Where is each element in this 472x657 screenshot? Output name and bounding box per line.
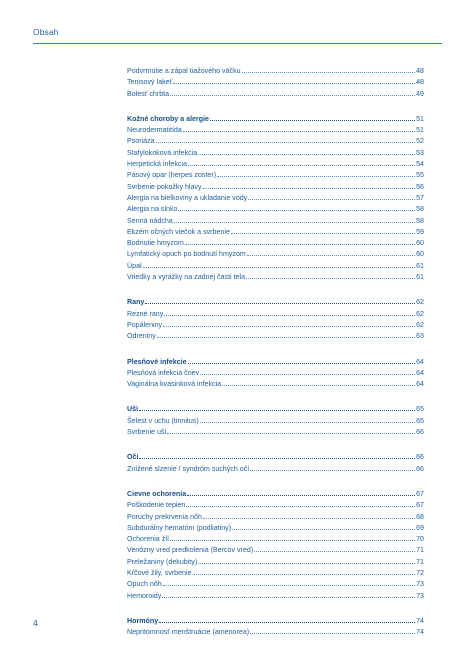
toc-entry-label: Odreniny — [127, 332, 156, 341]
toc-entry-label: Opuch nôh — [127, 580, 162, 589]
toc-entry-label: Znížené slzenie / syndróm suchých očí — [127, 464, 250, 473]
dot-leader — [163, 578, 415, 586]
toc-entry-label: Senná nádcha — [127, 216, 173, 225]
dot-leader — [159, 615, 415, 623]
toc-heading-label: Oči — [127, 453, 139, 462]
toc-entry[interactable] — [127, 330, 424, 341]
toc-page-number: 55 — [416, 171, 424, 180]
toc-heading-label: Hormóny — [127, 616, 159, 625]
toc-entry-label: Ochorenia žíl — [127, 535, 169, 544]
toc-entry-label: Podvrtnutie a zápal tiažového väčku — [127, 67, 241, 75]
toc-entry-label: Alergia na slnko — [127, 205, 178, 214]
toc-page-number: 60 — [416, 250, 424, 259]
dot-leader — [173, 76, 415, 84]
toc-section-heading[interactable] — [127, 403, 424, 414]
dot-leader — [170, 533, 415, 541]
dot-leader — [222, 378, 415, 386]
toc-entry[interactable] — [127, 169, 424, 180]
toc-entry-label: Subdurálny hematóm (podliatiny) — [127, 523, 232, 532]
dot-leader — [164, 308, 415, 316]
toc-page-number: 71 — [416, 557, 424, 566]
toc-entry[interactable] — [127, 158, 424, 169]
toc-section — [127, 65, 424, 99]
toc-entry-label: Svrbenie pokožky hlavy — [127, 182, 202, 191]
toc-page-number: 66 — [416, 428, 424, 437]
toc-entry-label: Šelest v uchu (tinnitus) — [127, 416, 199, 425]
toc-entry[interactable] — [127, 522, 424, 533]
toc-entry[interactable] — [127, 181, 424, 192]
toc-page-number: 64 — [416, 368, 424, 377]
page-header-title: Obsah — [33, 27, 59, 37]
dot-leader — [250, 626, 415, 634]
toc-heading-label: Rany — [127, 298, 145, 307]
toc-page-number: 64 — [416, 357, 424, 366]
toc-page-number: 68 — [416, 512, 424, 521]
dot-leader — [186, 499, 415, 507]
toc-entry[interactable] — [127, 511, 424, 522]
toc-entry[interactable] — [127, 124, 424, 135]
dot-leader — [145, 296, 415, 304]
toc-entry[interactable] — [127, 76, 424, 87]
toc-entry[interactable] — [127, 626, 424, 637]
toc-entry-label: Venózny vred predkolenia (Bercov vred) — [127, 546, 254, 555]
toc-page-number: 74 — [416, 616, 424, 625]
dot-leader — [188, 356, 416, 364]
toc-page-number: 66 — [416, 453, 424, 462]
toc-entry-label: Bolesť chrbta — [127, 89, 170, 98]
toc-heading-label: Cievne ochorenia — [127, 489, 187, 498]
toc-page-number: 52 — [416, 137, 424, 146]
toc-section — [127, 488, 424, 601]
toc-entry[interactable] — [127, 147, 424, 158]
dot-leader — [183, 124, 415, 132]
toc-section-heading[interactable] — [127, 113, 424, 124]
toc-entry-label: Preležaniny (dekubity) — [127, 557, 198, 566]
toc-page-number: 60 — [416, 239, 424, 248]
toc-page-number: 67 — [416, 489, 424, 498]
dot-leader — [242, 65, 416, 73]
toc-page-number: 73 — [416, 580, 424, 589]
toc-section — [127, 113, 424, 282]
toc-entry[interactable] — [127, 308, 424, 319]
toc-entry[interactable] — [127, 203, 424, 214]
header-divider — [33, 43, 442, 44]
page-number: 4 — [33, 618, 38, 628]
toc-page-number: 56 — [416, 182, 424, 191]
toc-page-number: 48 — [416, 67, 424, 75]
toc-entry[interactable] — [127, 192, 424, 203]
toc-page-number: 49 — [416, 89, 424, 98]
toc-entry[interactable] — [127, 260, 424, 271]
toc-entry[interactable] — [127, 426, 424, 437]
toc-entry-label: Bodnutie hmyzom — [127, 239, 184, 248]
dot-leader — [203, 181, 416, 189]
toc-entry[interactable] — [127, 367, 424, 378]
toc-page-number: 48 — [416, 78, 424, 87]
dot-leader — [167, 426, 415, 434]
toc-entry-label: Nepritomnosť menštruácie (amenorea) — [127, 628, 250, 637]
toc-section — [127, 451, 424, 474]
toc-page-number: 66 — [416, 464, 424, 473]
toc-section — [127, 615, 424, 638]
dot-leader — [143, 260, 416, 268]
toc-entry[interactable] — [127, 556, 424, 567]
dot-leader — [188, 158, 415, 166]
toc-page-number: 61 — [416, 273, 424, 282]
dot-leader — [248, 192, 415, 200]
toc-page-number: 53 — [416, 148, 424, 157]
toc-page-number: 58 — [416, 216, 424, 225]
toc-page-number: 71 — [416, 546, 424, 555]
toc-page-number: 54 — [416, 160, 424, 169]
toc-heading-label: Kožné choroby a alergie — [127, 114, 209, 123]
toc-page-number: 61 — [416, 261, 424, 270]
toc-page-number: 51 — [416, 126, 424, 135]
dot-leader — [198, 556, 415, 564]
table-of-contents — [127, 65, 424, 651]
dot-leader — [178, 203, 415, 211]
dot-leader — [217, 169, 415, 177]
toc-entry-label: Popáleniny — [127, 320, 163, 329]
toc-entry-label: Úpal — [127, 261, 142, 270]
toc-entry-label: Hemoroidy — [127, 591, 162, 600]
toc-page-number: 65 — [416, 416, 424, 425]
toc-entry[interactable] — [127, 415, 424, 426]
dot-leader — [254, 544, 415, 552]
toc-entry[interactable] — [127, 135, 424, 146]
toc-page-number: 62 — [416, 298, 424, 307]
toc-entry[interactable] — [127, 463, 424, 474]
dot-leader — [198, 147, 415, 155]
toc-entry-label: Svrbenie uší — [127, 428, 167, 437]
toc-entry[interactable] — [127, 533, 424, 544]
toc-entry[interactable] — [127, 544, 424, 555]
toc-entry[interactable] — [127, 590, 424, 601]
toc-entry[interactable] — [127, 215, 424, 226]
dot-leader — [200, 415, 415, 423]
toc-page-number: 64 — [416, 380, 424, 389]
dot-leader — [174, 215, 415, 223]
toc-entry-label: Psoriáza — [127, 137, 155, 146]
toc-page-number: 67 — [416, 501, 424, 510]
toc-page-number: 74 — [416, 628, 424, 637]
toc-entry-label: Tenisový lakeť — [127, 78, 173, 87]
toc-entry[interactable] — [127, 88, 424, 99]
toc-page-number: 59 — [416, 227, 424, 236]
toc-page-number: 65 — [416, 405, 424, 414]
toc-entry-label: Vriedky a vyrážky na zadnej časti tela — [127, 273, 246, 282]
dot-leader — [157, 330, 415, 338]
toc-entry[interactable] — [127, 271, 424, 282]
dot-leader — [246, 271, 415, 279]
toc-entry[interactable] — [127, 567, 424, 578]
toc-section-heading[interactable] — [127, 356, 424, 367]
toc-entry-label: Herpetická infekcia — [127, 160, 187, 169]
dot-leader — [170, 88, 415, 96]
dot-leader — [210, 113, 415, 121]
toc-section-heading[interactable] — [127, 451, 424, 462]
toc-entry-label: Stafylokoková infekcia — [127, 148, 198, 157]
toc-section — [127, 296, 424, 341]
toc-entry[interactable] — [127, 578, 424, 589]
toc-page-number: 70 — [416, 535, 424, 544]
dot-leader — [250, 463, 415, 471]
dot-leader — [231, 226, 415, 234]
dot-leader — [162, 590, 415, 598]
toc-section-heading[interactable] — [127, 296, 424, 307]
toc-entry-label: Neurodermatitída — [127, 126, 182, 135]
dot-leader — [247, 248, 415, 256]
dot-leader — [187, 488, 415, 496]
toc-entry[interactable] — [127, 65, 424, 76]
toc-page-number: 51 — [416, 114, 424, 123]
dot-leader — [203, 511, 415, 519]
toc-entry-label: Plesňová infekcia čriev — [127, 368, 200, 377]
toc-page-number: 62 — [416, 309, 424, 318]
toc-heading-label: Plesňové infekcie — [127, 357, 187, 366]
toc-page-number: 63 — [416, 332, 424, 341]
toc-entry[interactable] — [127, 378, 424, 389]
dot-leader — [185, 237, 415, 245]
toc-page-number: 72 — [416, 568, 424, 577]
toc-page-number: 58 — [416, 205, 424, 214]
toc-heading-label: Uši — [127, 405, 139, 414]
toc-entry[interactable] — [127, 226, 424, 237]
dot-leader — [156, 135, 416, 143]
toc-section-heading[interactable] — [127, 615, 424, 626]
toc-entry-label: Alergia na bielkoviny a ukladanie vody — [127, 193, 248, 202]
toc-section-heading[interactable] — [127, 488, 424, 499]
dot-leader — [193, 567, 416, 575]
toc-entry-label: Lymfatický opuch po bodnutí hmyzom — [127, 250, 246, 259]
toc-entry-label: Pásový opar (herpes zoster) — [127, 171, 217, 180]
dot-leader — [139, 451, 415, 459]
dot-leader — [232, 522, 415, 530]
dot-leader — [163, 319, 415, 327]
toc-page-number: 73 — [416, 591, 424, 600]
toc-entry[interactable] — [127, 499, 424, 510]
dot-leader — [200, 367, 415, 375]
toc-section — [127, 403, 424, 437]
toc-page-number: 57 — [416, 193, 424, 202]
toc-entry[interactable] — [127, 248, 424, 259]
toc-entry[interactable] — [127, 319, 424, 330]
toc-section — [127, 356, 424, 390]
toc-entry-label: Poškodenie tepien — [127, 501, 186, 510]
dot-leader — [139, 403, 415, 411]
toc-page-number: 62 — [416, 320, 424, 329]
toc-entry-label: Rezné rany — [127, 309, 164, 318]
toc-entry-label: Poruchy prekrvenia nôh — [127, 512, 202, 521]
toc-entry[interactable] — [127, 237, 424, 248]
toc-entry-label: Ekzém očných viečok a svrbenie — [127, 227, 230, 236]
toc-entry-label: Vaginálna kvasinková infekcia — [127, 380, 222, 389]
toc-page-number: 69 — [416, 523, 424, 532]
toc-entry-label: Kŕčové žily, svrbenie — [127, 568, 192, 577]
